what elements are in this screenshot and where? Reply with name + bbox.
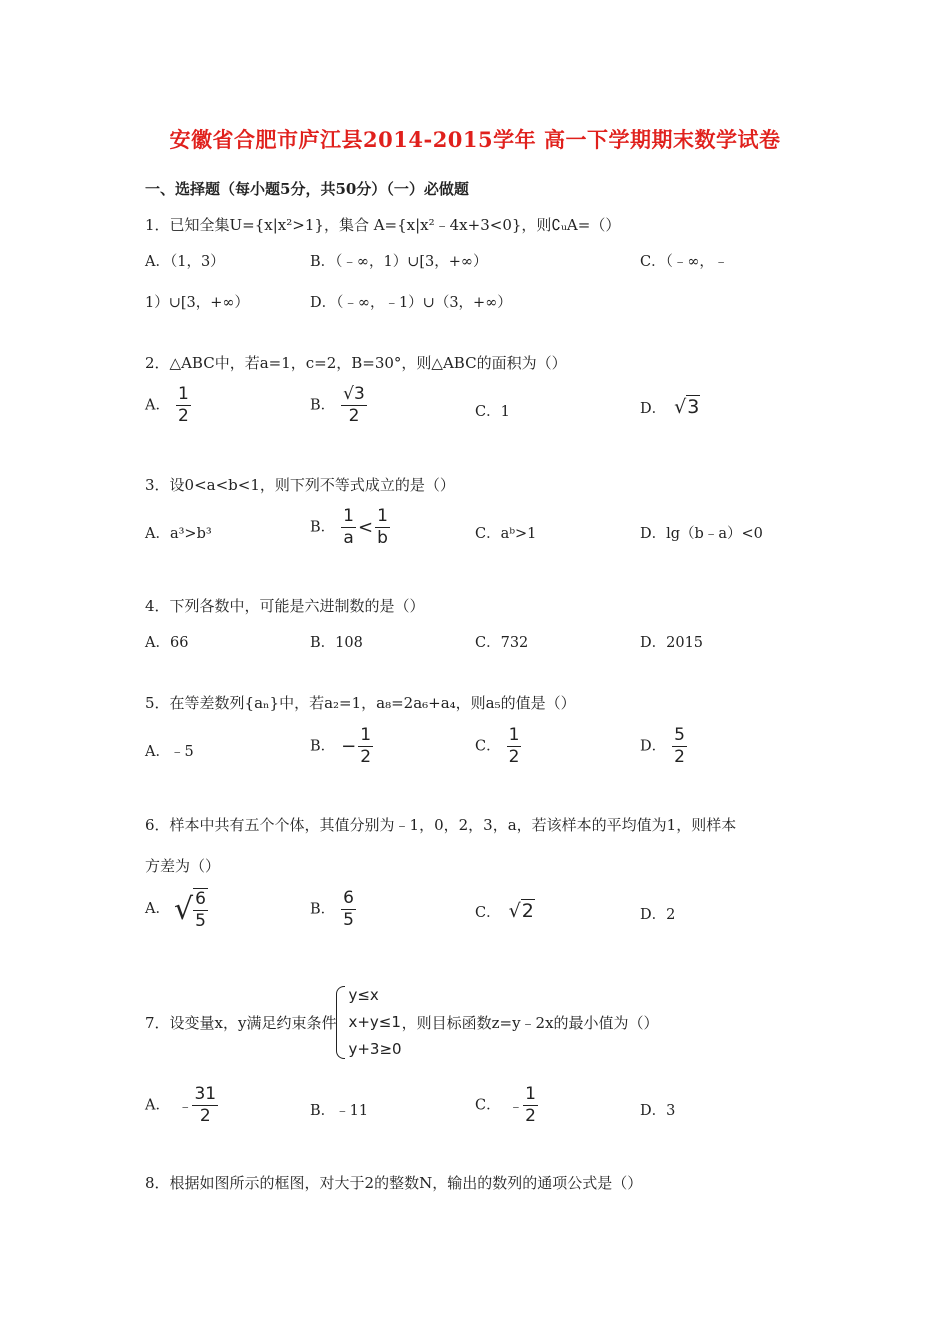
question-7-option-b: B．﹣11 (310, 1103, 369, 1119)
fraction-denominator: 2 (508, 747, 520, 767)
radicand: 2 (521, 900, 534, 922)
exam-title: 安徽省合肥市庐江县2014-2015学年 高一下学期期末数学试卷 (169, 127, 781, 152)
question-3-option-a: A．a³>b³ (145, 526, 212, 542)
question-3-option-d: D．lg（b﹣a）<0 (640, 526, 763, 542)
question-1-option-d: D．（﹣∞，﹣1）∪（3，+∞） (310, 295, 512, 311)
sqrt-symbol: √ (674, 396, 687, 418)
question-6-option-b: B． $\frac{6}{5}$ (310, 888, 354, 930)
left-brace (336, 986, 345, 1059)
question-5-option-c: C． $\frac{1}{2}$ (475, 725, 520, 767)
fraction-numerator: 1 (508, 725, 520, 745)
question-7-stem: 7．设变量x，y满足约束条件 y≤x x+y≤1 y+3≥0 ，则目标函数z=y﹣2x的最小值为（） (145, 982, 659, 1063)
question-4-stem: 4．下列各数中，可能是六进制数的是（） (145, 597, 425, 615)
fraction-numerator: 1 (377, 506, 388, 526)
question-2-option-a: A． $\frac{1}{2}$ (145, 384, 189, 426)
fraction-denominator: 2 (674, 747, 685, 767)
question-2-option-c: C．1 (475, 404, 510, 420)
constraint-2: x+y≤1 (348, 1013, 401, 1031)
fraction-denominator: 2 (348, 406, 360, 426)
sqrt-symbol: √ (173, 891, 194, 927)
question-1-stem: 1．已知全集U={x|x²>1}，集合 A={x|x²﹣4x+3<0}，则∁ᵤA=（） (145, 216, 621, 234)
radicand: 3 (687, 396, 700, 418)
fraction-numerator: 6 (195, 889, 206, 909)
question-1-option-a: A．（1，3） (145, 254, 225, 270)
constraint-1: y≤x (348, 986, 379, 1004)
question-1-option-c-continued: 1）∪[3，+∞） (145, 295, 249, 311)
question-7-option-a: A． ﹣ $\frac{31}{2}$ (145, 1084, 217, 1126)
fraction-denominator: 2 (360, 747, 372, 767)
minus-sign: − (341, 736, 357, 757)
fraction-denominator: a (343, 528, 354, 548)
question-6-option-c: C． √2 (475, 900, 534, 922)
question-2-option-d: D． √3 (640, 396, 700, 418)
question-1-option-c: C．（﹣∞，﹣ (640, 254, 729, 270)
fraction-denominator: 5 (195, 911, 206, 931)
sqrt-symbol: √ (508, 900, 521, 922)
question-5-option-a: A．﹣5 (145, 744, 194, 760)
question-2-stem: 2．△ABC中，若a=1，c=2，B=30°，则△ABC的面积为（） (145, 354, 567, 372)
question-1-option-b: B．（﹣∞，1）∪[3，+∞） (310, 254, 488, 270)
question-2-option-b: B． $\frac{√3}{2}$ (310, 384, 365, 426)
fraction-denominator: b (377, 528, 388, 548)
question-5-option-d: D． $\frac{5}{2}$ (640, 725, 685, 767)
less-than-sign: < (357, 517, 374, 538)
fraction-denominator: 2 (177, 406, 189, 426)
question-6-stem-continued: 方差为（） (145, 857, 221, 875)
question-4-option-b: B．108 (310, 635, 363, 651)
minus-sign: ﹣ (508, 1099, 524, 1115)
fraction-numerator: √3 (343, 384, 365, 404)
constraint-system (336, 982, 401, 1063)
question-3-option-b: B． $\frac{1}{a}$ < $\frac{1}{b}$ (310, 506, 388, 548)
fraction-numerator: 6 (343, 888, 354, 908)
question-4-option-c: C．732 (475, 635, 529, 651)
minus-sign: ﹣ (177, 1099, 193, 1115)
question-5-option-b: B． − $\frac{1}{2}$ (310, 725, 372, 767)
fraction-denominator: 5 (343, 910, 354, 930)
question-6-stem: 6．样本中共有五个个体，其值分别为﹣1，0，2，3，a，若该样本的平均值为1，则样本 (145, 816, 737, 834)
fraction-denominator: 2 (525, 1106, 536, 1126)
fraction-denominator: 2 (199, 1106, 211, 1126)
question-3-stem: 3．设0<a<b<1，则下列不等式成立的是（） (145, 476, 455, 494)
question-8-stem: 8．根据如图所示的框图，对大于2的整数N，输出的数列的通项公式是（） (145, 1174, 643, 1192)
question-4-option-a: A．66 (145, 635, 189, 651)
fraction-numerator: 1 (360, 725, 372, 745)
constraint-3: y+3≥0 (348, 1040, 402, 1058)
question-6-option-a: A． √ $\frac{6}{5}$ (145, 889, 206, 931)
fraction-numerator: 1 (177, 384, 189, 404)
question-7-option-d: D．3 (640, 1103, 676, 1119)
question-5-stem: 5．在等差数列{aₙ}中，若a₂=1，a₈=2a₆+a₄，则a₅的值是（） (145, 694, 576, 712)
question-3-option-c: C．aᵇ>1 (475, 526, 537, 542)
fraction-numerator: 1 (343, 506, 354, 526)
section-heading: 一、选择题（每小题5分，共50分）（一）必做题 (145, 180, 469, 198)
question-6-option-d: D．2 (640, 907, 676, 923)
question-7-option-c: C． ﹣ $\frac{1}{2}$ (475, 1084, 536, 1126)
fraction-numerator: 31 (194, 1084, 217, 1104)
question-4-option-d: D．2015 (640, 635, 704, 651)
fraction-numerator: 5 (674, 725, 685, 745)
fraction-numerator: 1 (525, 1084, 536, 1104)
